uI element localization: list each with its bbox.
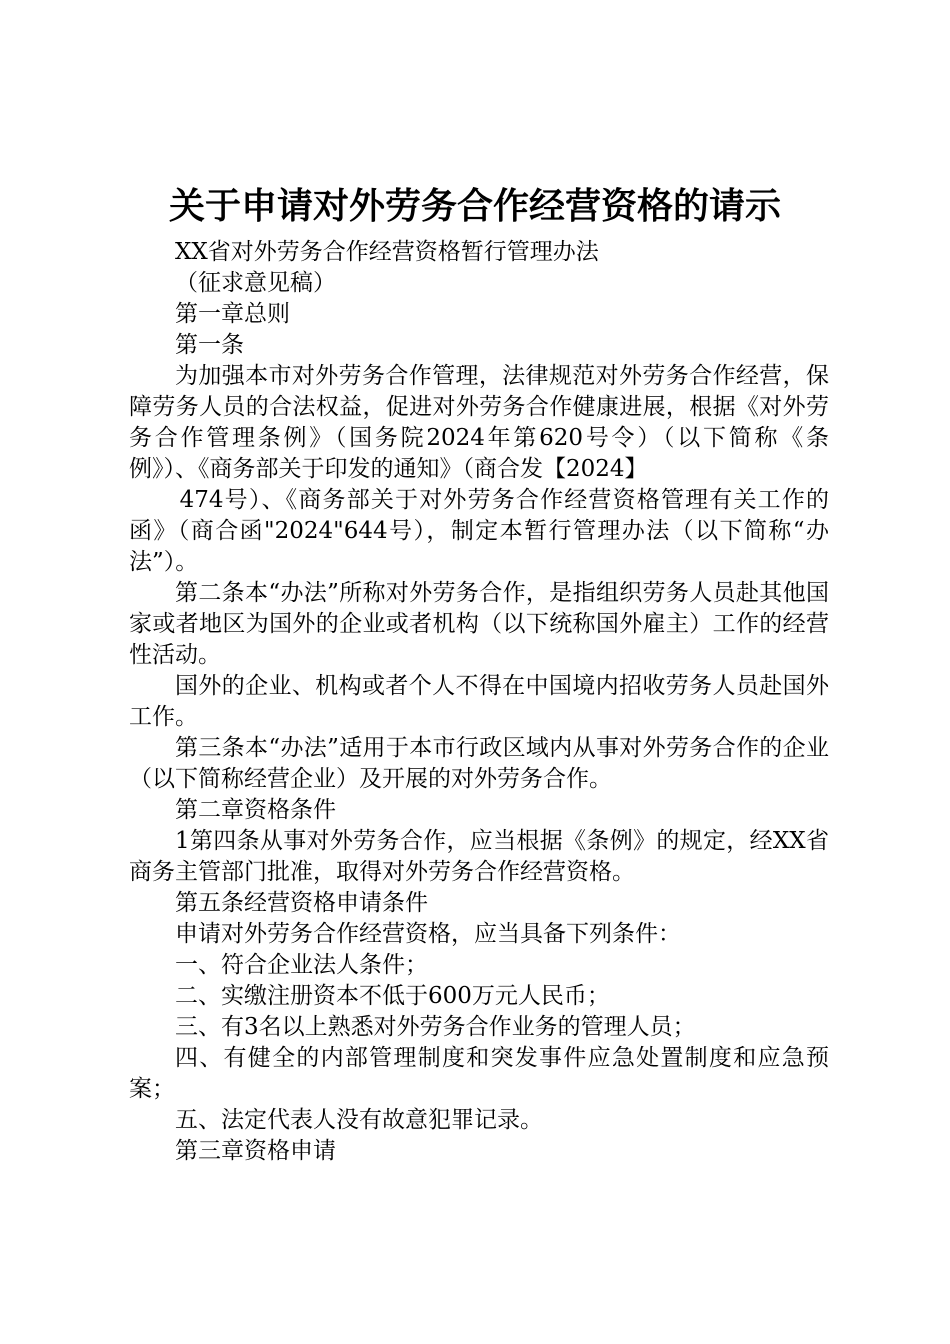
paragraph-article-5-intro: 申请对外劳务合作经营资格，应当具备下列条件： (175, 921, 681, 947)
paragraph-condition-1: 一、符合企业法人条件； (175, 952, 428, 978)
paragraph-chapter-1: 第一章总则 (175, 301, 290, 327)
paragraph-article-1-body: 为加强本市对外劳务合作管理，法律规范对外劳务合作经营，保障劳务人员的合法权益，促进对外劳务合作健康进展，根据《对外劳务合作管理条例》（国务院2024年第620号令）（以下简称《条例》）、《商务部关于印发的通知》（商合发【2024】 (129, 363, 829, 482)
paragraph-article-4: 1第四条从事对外劳务合作，应当根据《条例》的规定，经XX省商务主管部门批准，取得对外劳务合作经营资格。 (129, 828, 829, 885)
document-body (129, 237, 829, 1167)
paragraph-draft-note: （征求意见稿） (175, 270, 336, 296)
paragraph-article-2-note: 国外的企业、机构或者个人不得在中国境内招收劳务人员赴国外工作。 (129, 673, 829, 730)
paragraph-measures-title: XX省对外劳务合作经营资格暂行管理办法 (175, 239, 599, 265)
document-title: 关于申请对外劳务合作经营资格的请示 (168, 186, 781, 227)
paragraph-condition-5: 五、法定代表人没有故意犯罪记录。 (175, 1107, 543, 1133)
paragraph-article-1-continued: 474号）、《商务部关于对外劳务合作经营资格管理有关工作的函》（商合函"2024"644号），制定本暂行管理办法（以下简称“办法”）。 (129, 487, 829, 575)
paragraph-condition-2: 二、实缴注册资本不低于600万元人民币； (175, 983, 610, 1009)
paragraph-article-5-heading: 第五条经营资格申请条件 (175, 890, 428, 916)
paragraph-chapter-3: 第三章资格申请 (175, 1138, 336, 1164)
paragraph-article-2: 第二条本“办法”所称对外劳务合作，是指组织劳务人员赴其他国家或者地区为国外的企业或者机构（以下统称国外雇主）工作的经营性活动。 (129, 580, 829, 668)
paragraph-article-3: 第三条本“办法”适用于本市行政区域内从事对外劳务合作的企业（以下简称经营企业）及开展的对外劳务合作。 (129, 735, 829, 792)
paragraph-chapter-2: 第二章资格条件 (175, 797, 336, 823)
paragraph-condition-4: 四、有健全的内部管理制度和突发事件应急处置制度和应急预案； (129, 1045, 829, 1102)
paragraph-condition-3: 三、有3名以上熟悉对外劳务合作业务的管理人员； (175, 1014, 696, 1040)
paragraph-article-1-heading: 第一条 (175, 332, 244, 358)
